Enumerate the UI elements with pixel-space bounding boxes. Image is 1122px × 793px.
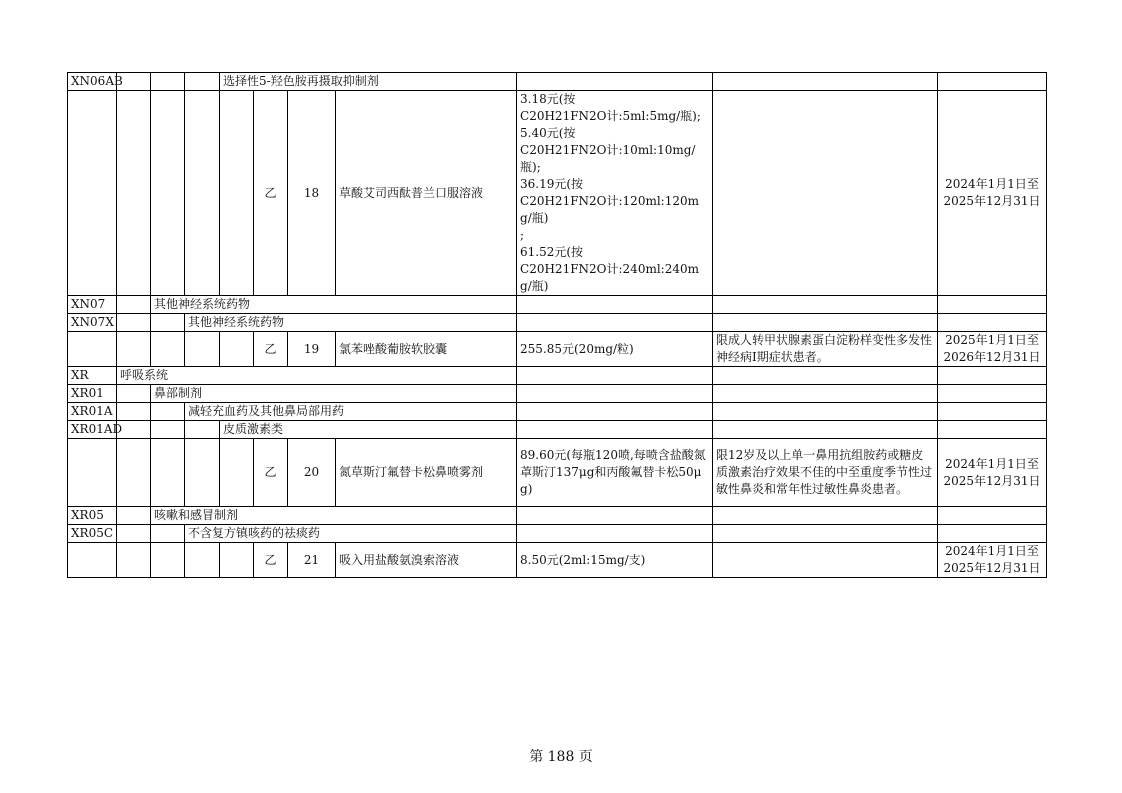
class-code-cell: XR05C (68, 525, 117, 543)
validity-cell (938, 314, 1047, 332)
empty-cell (151, 543, 185, 578)
price-cell (517, 385, 713, 403)
price-line: 89.60元(每瓶120喷,每喷含盐酸氮䓬斯汀137μg和丙酸氟替卡松50μg) (520, 448, 706, 496)
valid-to: 2025年12月31日 (943, 194, 1041, 208)
remark-cell (713, 543, 938, 578)
empty-cell (68, 332, 117, 367)
empty-cell (117, 314, 151, 332)
classification-row (68, 403, 1047, 421)
classification-row (68, 507, 1047, 525)
price-line: 36.19元(按 (520, 177, 584, 191)
classification-row (68, 314, 1047, 332)
classification-row (68, 296, 1047, 314)
remark-cell (713, 314, 938, 332)
drug-catalog-table (67, 72, 1047, 578)
empty-cell (151, 73, 185, 91)
class-name-cell: 其他神经系统药物 (185, 314, 517, 332)
price-line: C20H21FN2O计:240ml:240mg/瓶) (520, 262, 699, 293)
class-code-cell: XR05 (68, 507, 117, 525)
empty-cell (185, 332, 220, 367)
drug-category-cell: 乙 (254, 332, 288, 367)
drug-name-cell: 氮草斯汀氟替卡松鼻喷雾剂 (336, 439, 517, 507)
class-name-cell: 减轻充血药及其他鼻局部用药 (185, 403, 517, 421)
class-name-cell: 呼吸系统 (117, 367, 517, 385)
price-line: C20H21FN2O计:120ml:120mg/瓶) (520, 194, 699, 225)
empty-cell (68, 439, 117, 507)
empty-cell (185, 91, 220, 296)
validity-cell (938, 543, 1047, 578)
empty-cell (185, 421, 220, 439)
classification-row (68, 367, 1047, 385)
empty-cell (151, 403, 185, 421)
class-code-cell: XR01AD (68, 421, 117, 439)
price-cell (517, 332, 713, 367)
drug-row (68, 543, 1047, 578)
classification-row (68, 421, 1047, 439)
drug-category-cell: 乙 (254, 439, 288, 507)
validity-cell (938, 332, 1047, 367)
price-line: 61.52元(按 (520, 245, 584, 259)
validity-cell (938, 296, 1047, 314)
drug-row (68, 332, 1047, 367)
price-cell (517, 314, 713, 332)
empty-cell (117, 332, 151, 367)
classification-row (68, 525, 1047, 543)
class-name-cell: 不含复方镇咳药的祛痰药 (185, 525, 517, 543)
class-name-cell: 皮质激素类 (220, 421, 517, 439)
empty-cell (185, 73, 220, 91)
empty-cell (151, 91, 185, 296)
remark-cell (713, 403, 938, 421)
validity-cell (938, 403, 1047, 421)
empty-cell (117, 543, 151, 578)
remark-cell (713, 91, 938, 296)
price-cell (517, 421, 713, 439)
remark-cell (713, 507, 938, 525)
price-cell (517, 73, 713, 91)
price-cell (517, 403, 713, 421)
empty-cell (220, 439, 254, 507)
empty-cell (117, 385, 151, 403)
class-code-cell: XR01A (68, 403, 117, 421)
valid-from: 2024年1月1日至 (945, 544, 1039, 558)
empty-cell (117, 507, 151, 525)
drug-row (68, 91, 1047, 296)
class-code-cell: XN06AB (68, 73, 117, 91)
classification-row (68, 385, 1047, 403)
price-cell (517, 525, 713, 543)
classification-row (68, 73, 1047, 91)
class-name-cell: 选择性5-羟色胺再摄取抑制剂 (220, 73, 517, 91)
remark-cell (713, 385, 938, 403)
remark-cell: 限成人转甲状腺素蛋白淀粉样变性多发性神经病I期症状患者。 (713, 332, 938, 367)
empty-cell (68, 543, 117, 578)
price-line: 3.18元(按 (520, 92, 576, 106)
empty-cell (117, 525, 151, 543)
empty-cell (151, 332, 185, 367)
remark-cell (713, 525, 938, 543)
price-cell (517, 543, 713, 578)
validity-cell (938, 507, 1047, 525)
drug-number-cell: 21 (288, 543, 336, 578)
price-line: 8.50元(2ml:15mg/支) (520, 552, 646, 567)
price-line: 5.40元(按 (520, 126, 576, 140)
price-line: C20H21FN2O计:10ml:10mg/瓶); (520, 143, 696, 174)
valid-from: 2024年1月1日至 (945, 456, 1039, 471)
page-number: 第 188 页 (529, 749, 593, 765)
drug-number-cell: 20 (288, 439, 336, 507)
valid-from: 2025年1月1日至 (945, 333, 1039, 347)
drug-name-cell: 氯苯唑酸葡胺软胶囊 (336, 332, 517, 367)
validity-cell (938, 421, 1047, 439)
empty-cell (220, 332, 254, 367)
empty-cell (151, 525, 185, 543)
empty-cell (220, 543, 254, 578)
empty-cell (185, 439, 220, 507)
price-cell (517, 367, 713, 385)
drug-number-cell: 19 (288, 332, 336, 367)
price-cell (517, 507, 713, 525)
remark-cell (713, 421, 938, 439)
valid-from: 2024年1月1日至 (945, 177, 1039, 191)
price-line: C20H21FN2O计:5ml:5mg/瓶); (520, 109, 701, 123)
valid-to: 2025年12月31日 (943, 561, 1041, 575)
validity-cell (938, 367, 1047, 385)
validity-cell (938, 91, 1047, 296)
class-code-cell: XR (68, 367, 117, 385)
valid-to: 2026年12月31日 (943, 350, 1041, 364)
price-cell (517, 296, 713, 314)
empty-cell (151, 421, 185, 439)
remark-cell (713, 73, 938, 91)
remark-cell (713, 367, 938, 385)
drug-number-cell: 18 (288, 91, 336, 296)
price-cell (517, 91, 713, 296)
class-code-cell: XN07 (68, 296, 117, 314)
empty-cell (117, 439, 151, 507)
empty-cell (220, 91, 254, 296)
class-name-cell: 咳嗽和感冒制剂 (151, 507, 517, 525)
class-name-cell: 鼻部制剂 (151, 385, 517, 403)
empty-cell (151, 314, 185, 332)
class-code-cell: XR01 (68, 385, 117, 403)
drug-name-cell: 草酸艾司西酞普兰口服溶液 (336, 91, 517, 296)
drug-category-cell: 乙 (254, 91, 288, 296)
empty-cell (117, 296, 151, 314)
empty-cell (151, 439, 185, 507)
price-line: 255.85元(20mg/粒) (520, 341, 634, 356)
validity-cell (938, 73, 1047, 91)
valid-to: 2025年12月31日 (943, 473, 1041, 488)
drug-category-cell: 乙 (254, 543, 288, 578)
empty-cell (117, 403, 151, 421)
remark-cell: 限12岁及以上单一鼻用抗组胺药或糖皮质激素治疗效果不佳的中至重度季节性过敏性鼻炎和常年性过敏性鼻炎患者。 (713, 439, 938, 507)
validity-cell (938, 525, 1047, 543)
price-cell (517, 439, 713, 507)
drug-row (68, 439, 1047, 507)
empty-cell (117, 91, 151, 296)
price-line: ; (520, 228, 525, 242)
class-code-cell: XN07X (68, 314, 117, 332)
empty-cell (185, 543, 220, 578)
remark-cell (713, 296, 938, 314)
validity-cell (938, 439, 1047, 507)
validity-cell (938, 385, 1047, 403)
class-name-cell: 其他神经系统药物 (151, 296, 517, 314)
drug-name-cell: 吸入用盐酸氨溴索溶液 (336, 543, 517, 578)
empty-cell (68, 91, 117, 296)
